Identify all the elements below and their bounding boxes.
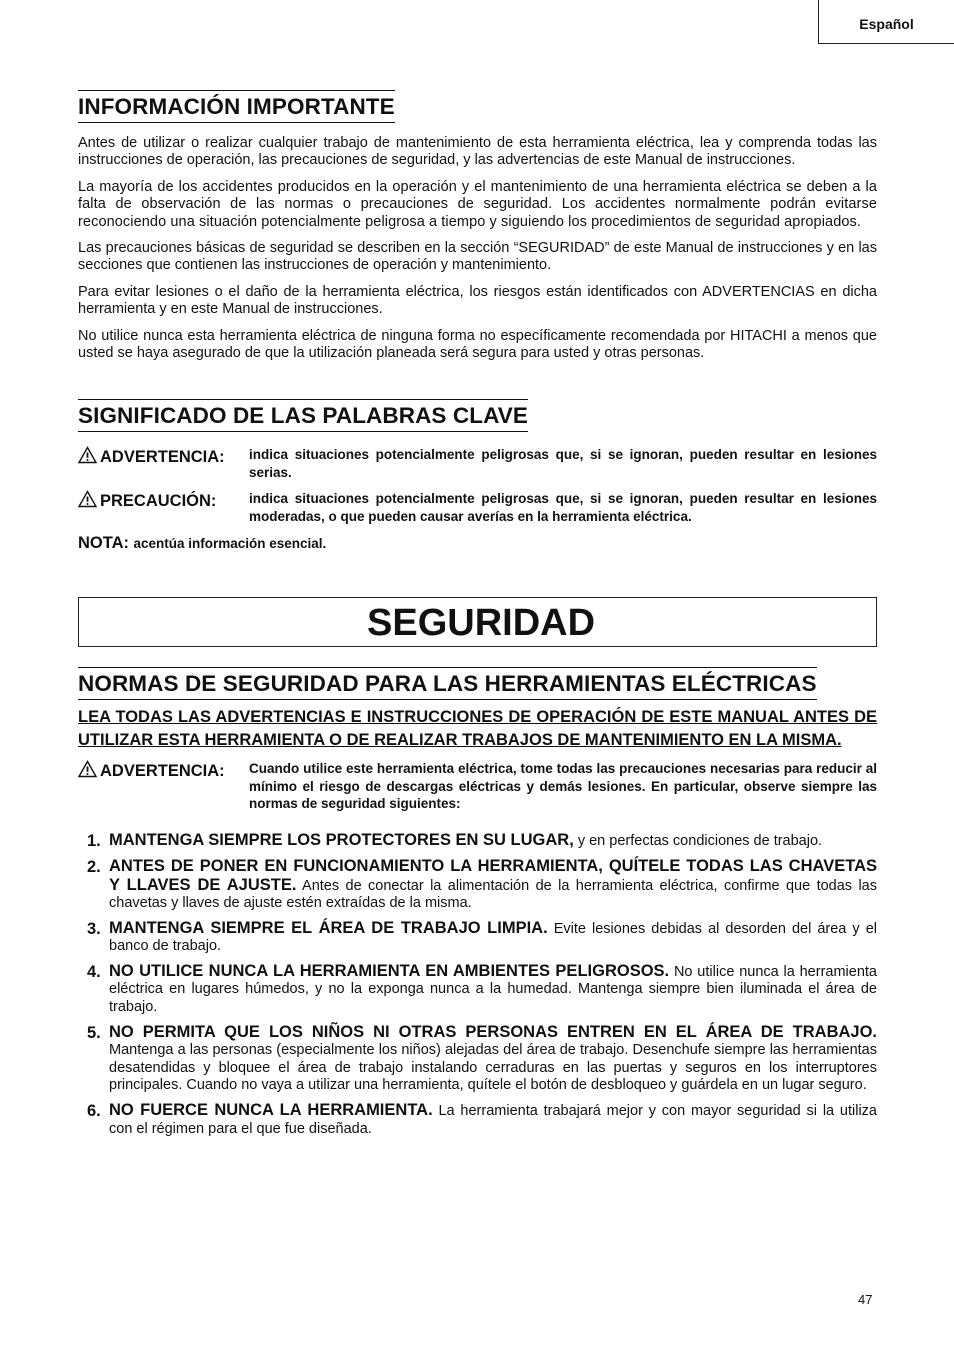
precaucion-definition bbox=[78, 490, 877, 525]
advertencia-text: indica situaciones potencialmente peligrosas que, si se ignoran, pueden resultar en lesiones serias. bbox=[249, 447, 877, 480]
precaucion-label: PRECAUCIÓN: bbox=[78, 490, 216, 511]
precaucion-text: indica situaciones potencialmente peligrosas que, si se ignoran, pueden resultar en lesiones moderadas, o que pueden causar averías en la herramienta eléctrica. bbox=[249, 491, 877, 524]
info-paragraph: La mayoría de los accidentes producidos en la operación y el mantenimiento de una herramienta eléctrica se deben a la falta de observación de las normas o precauciones de seguridad. Los accidentes normalmente podrán evitarse reconociendo una situación potencialmente peligrosa a tiempo y siguiendo los procedimientos de seguridad apropiados. bbox=[78, 178, 877, 230]
list-item: 5. NO PERMITA QUE LOS NIÑOS NI OTRAS PERSONAS ENTREN EN EL ÁREA DE TRABAJO. Mantenga a las personas (especialmente los niños) alejadas del área de trabajo. Desenchufe siempre las herramientas desatendidas y bloquee el área de trabajo instalando cerraduras en las puertas y seguros en los interruptores principales. Cuando no vaya a utilizar una herramienta, quítele el botón de desbloqueo y guárdela en un lugar seguro. bbox=[87, 1022, 877, 1094]
info-paragraph: Las precauciones básicas de seguridad se describen en la sección “SEGURIDAD” de este Manual de instrucciones y en las secciones que contienen las instrucciones de operación y mantenimiento. bbox=[78, 240, 877, 274]
list-item: 3. MANTENGA SIEMPRE EL ÁREA DE TRABAJO LIMPIA. Evite lesiones debidas al desorden del área y el banco de trabajo. bbox=[87, 918, 877, 955]
warning-triangle-icon bbox=[78, 446, 97, 464]
list-item: 4. NO UTILICE NUNCA LA HERRAMIENTA EN AMBIENTES PELIGROSOS. No utilice nunca la herramienta eléctrica en lugares húmedos, y no la exponga nunca a la humedad. Mantenga siempre bien iluminada el área de trabajo. bbox=[87, 961, 877, 1016]
info-paragraph: Antes de utilizar o realizar cualquier trabajo de mantenimiento de esta herramienta eléctrica, lea y comprenda todas las instrucciones de operación, las precauciones de seguridad, y las advertencias de este Manual de instrucciones. bbox=[78, 135, 877, 169]
page-number: 47 bbox=[858, 1292, 873, 1307]
info-paragraph: No utilice nunca esta herramienta eléctrica de ninguna forma no específicamente recomendada por HITACHI a menos que usted se haya asegurado de que la utilización planeada será segura para usted y otras personas. bbox=[78, 327, 877, 362]
advertencia-label: ADVERTENCIA: bbox=[78, 446, 225, 467]
nota-definition bbox=[78, 534, 877, 553]
list-item: 2. ANTES DE PONER EN FUNCIONAMIENTO LA HERRAMIENTA, QUÍTELE TODAS LAS CHAVETAS Y LLAVES DE AJUSTE. Antes de conectar la alimentación de la herramienta eléctrica, confirme que todas las chavetas y llaves de ajuste estén extraídas de la misma. bbox=[87, 856, 877, 912]
list-item: 6. NO FUERCE NUNCA LA HERRAMIENTA. La herramienta trabajará mejor y con mayor seguridad si la utiliza con el régimen para el que fue diseñada. bbox=[87, 1101, 877, 1137]
safety-warning-label: ADVERTENCIA: bbox=[78, 760, 225, 781]
info-paragraphs bbox=[78, 135, 877, 362]
safety-title-box: SEGURIDAD bbox=[78, 597, 877, 647]
advertencia-definition bbox=[78, 446, 877, 481]
language-tab: Español bbox=[818, 0, 954, 44]
page-content bbox=[78, 90, 877, 1145]
info-paragraph: Para evitar lesiones o el daño de la herramienta eléctrica, los riesgos están identificados con ADVERTENCIAS en dicha herramienta y en este Manual de instrucciones. bbox=[78, 283, 877, 318]
warning-triangle-icon bbox=[78, 490, 97, 508]
safety-subheading: NORMAS DE SEGURIDAD PARA LAS HERRAMIENTAS ELÉCTRICAS bbox=[78, 667, 817, 700]
safety-lead: LEA TODAS LAS ADVERTENCIAS E INSTRUCCIONES DE OPERACIÓN DE ESTE MANUAL ANTES DE UTILIZAR ESTA HERRAMIENTA O DE REALIZAR TRABAJOS DE MANTENIMIENTO EN LA MISMA. bbox=[78, 708, 877, 750]
list-item: 1. MANTENGA SIEMPRE LOS PROTECTORES EN SU LUGAR, y en perfectas condiciones de trabajo. bbox=[87, 831, 823, 851]
nota-text: acentúa información esencial. bbox=[133, 536, 327, 552]
safety-warning-text: Cuando utilice este herramienta eléctrica, tome todas las precauciones necesarias para reducir al mínimo el riesgo de descargas eléctricas y demás lesiones. En particular, observe siempre las normas de seguridad siguientes: bbox=[249, 761, 877, 811]
warning-triangle-icon bbox=[78, 760, 97, 778]
safety-rules-list bbox=[78, 832, 877, 1138]
keywords-heading: SIGNIFICADO DE LAS PALABRAS CLAVE bbox=[78, 399, 528, 432]
safety-warning bbox=[78, 760, 877, 812]
nota-label: NOTA: bbox=[78, 534, 130, 553]
info-heading: INFORMACIÓN IMPORTANTE bbox=[78, 90, 395, 123]
